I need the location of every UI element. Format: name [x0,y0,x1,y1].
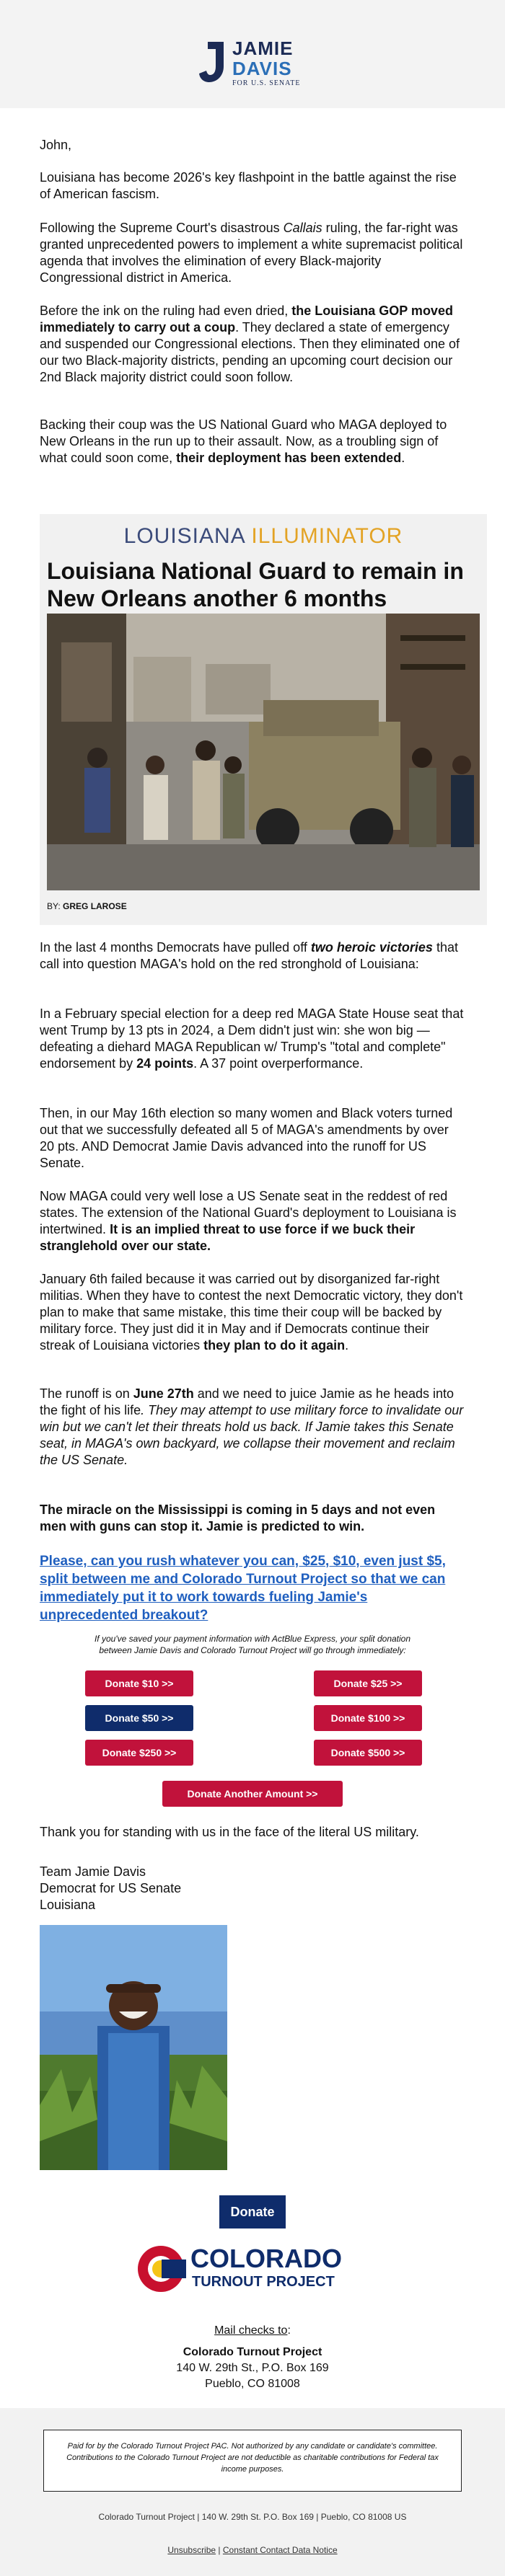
donate-link[interactable]: Please, can you rush whatever you can, $25, $10, even just $5, split between me and Colorado Turnout Project so that we can immediately put it to work towards fueling Jamie's unprecedented breakout? [40,1554,446,1623]
paragraph-2: Following the Supreme Court's disastrous Callais ruling, the far-right was granted unprecedented powers to implement a white supremacist political agenda that involves the elimination of every Black-majority Congressional district in America. [40,221,463,285]
paragraph-10: The runoff is on June 27th and we need to juice Jamie as he heads into the fight of his life. They may attempt to use military force to invalidate our win but we can't let their threats hold us back. If Jamie takes this Senate seat, in MAGA's own backyard, we collapse their movement and reclaim the US Senate. [40,1386,464,1467]
main-donate-button[interactable]: Donate [219,2195,286,2228]
paragraph-9: January 6th failed because it was carried out by disorganized far-right militias. When they have to contest the next Democratic victory, they don't plan to make that same mistake, this time their coup will be backed by military force. They just did it in May and if Democrats continue their streak of Louisiana victories they plan to do it again. [40,1272,463,1353]
paragraph-1: Louisiana has become 2026's key flashpoint in the battle against the rise of American fascism. [40,170,457,201]
actblue-note: If you've saved your payment information with ActBlue Express, your split donation between Jamie Davis and Colorado Turnout Project will go through immediately: [94,1634,411,1655]
paragraph-5: In the last 4 months Democrats have pulled off two heroic victories that call into question MAGA's hold on the red stronghold of Louisiana: [40,940,458,971]
mail-address-2: Pueblo, CO 81008 [205,2378,300,2390]
logo-subtitle: FOR U.S. SENATE [232,79,301,87]
logo-last-name: DAVIS [232,58,292,79]
signature-1: Team Jamie Davis [40,1864,146,1879]
paragraph-4: Backing their coup was the US National Guard who MAGA deployed to New Orleans in the run up to their assault. Now, as a troubling sign of what could soon come, their deployment has been extended. [40,417,447,465]
paragraph-7: Then, in our May 16th election so many women and Black voters turned out that we successfully defeated all 5 of MAGA's amendments by over 20 pts. AND Democrat Jamie Davis advanced into the runoff for US Senate. [40,1106,453,1170]
logo-colorado-text: COLORADO [190,2244,342,2273]
news-article-clip[interactable] [40,514,487,925]
thanks-text: Thank you for standing with us in the face of the literal US military. [40,1825,419,1839]
email-header [0,0,505,108]
logo-first-name: JAMIE [232,37,294,59]
donate-25-button[interactable]: Donate $25 >> [314,1670,422,1696]
donate-100-button[interactable]: Donate $100 >> [314,1705,422,1731]
data-notice-link[interactable]: Constant Contact Data Notice [222,2545,338,2555]
paragraph-11: The miracle on the Mississippi is coming in 5 days and not even men with guns can stop it. Jamie is predicted to win. [40,1502,436,1533]
greeting: John, [40,138,72,152]
signature-2: Democrat for US Senate [40,1881,182,1895]
donate-500-button[interactable]: Donate $500 >> [314,1740,422,1766]
paragraph-8: Now MAGA could very well lose a US Senate seat in the reddest of red states. The extension of the National Guard's deployment to Louisiana is intertwined. It is an implied threat to use force if we buck their stranglehold over our state. [40,1189,457,1253]
unsubscribe-link[interactable]: Unsubscribe [167,2545,216,2555]
candidate-photo [40,1925,227,2170]
paragraph-6: In a February special election for a deep red MAGA State House seat that went Trump by 13 pts in 2024, a Dem didn't just win: she won big — defeating a diehard MAGA Republican w/ Trump's "total and complete" endorsement by 24 points. A 37 point overperformance. [40,1006,464,1071]
colorado-turnout-logo [136,2241,369,2298]
campaign-logo [195,36,317,94]
footer-area [0,2408,505,2576]
mail-label: Mail checks to: [214,2324,291,2337]
paragraph-3: Before the ink on the ruling had even dried, the Louisiana GOP moved immediately to carry out a coup. They declared a state of emergency and suspended our Congressional elections. Then they eliminated one of our two Black-majority districts, pending an upcoming court decision our 2nd Black majority district could soon follow. [40,304,460,384]
donate-50-button[interactable]: Donate $50 >> [85,1705,193,1731]
logo-turnout-text: TURNOUT PROJECT [192,2274,335,2290]
mail-org-name: Colorado Turnout Project [183,2346,322,2358]
j-logo-icon [198,39,228,84]
national-guard-photo [47,614,480,890]
donate-250-button[interactable]: Donate $250 >> [85,1740,193,1766]
footer-links: Unsubscribe | Constant Contact Data Notice [167,2545,338,2555]
donate-other-button[interactable]: Donate Another Amount >> [162,1781,343,1807]
colorado-c-icon [136,2244,186,2294]
signature-3: Louisiana [40,1898,96,1912]
footer-address: Colorado Turnout Project | 140 W. 29th St. P.O. Box 169 | Pueblo, CO 81008 US [98,2512,407,2522]
article-byline: BY: GREG LAROSE [47,901,127,911]
paid-for-disclaimer: Paid for by the Colorado Turnout Project PAC. Not authorized by any candidate or candidate's committee. Contributions to the Colorado Turnout Project are not deductible as charitable contributions for Federal tax income purposes. [66,2442,439,2474]
donate-10-button[interactable]: Donate $10 >> [85,1670,193,1696]
publication-brand: LOUISIANA ILLUMINATOR [123,524,403,548]
mail-address-1: 140 W. 29th St., P.O. Box 169 [176,2362,329,2374]
article-headline: Louisiana National Guard to remain in New Orleans another 6 months [47,558,464,611]
disclaimer-box [43,2430,462,2492]
